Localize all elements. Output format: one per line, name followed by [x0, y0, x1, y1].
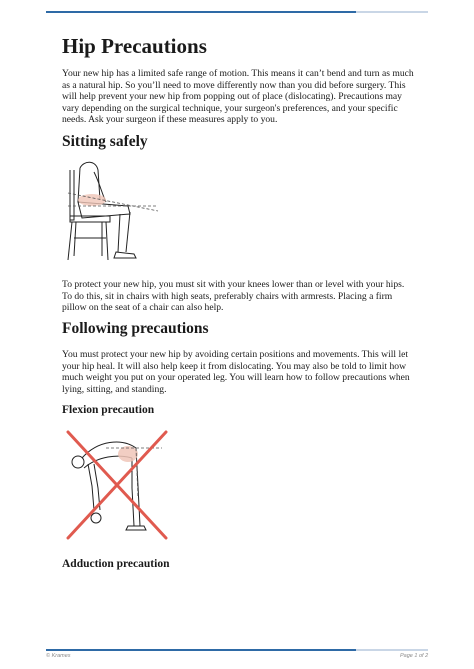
sitting-illustration	[62, 160, 162, 266]
flexion-illustration	[62, 426, 172, 544]
footer-rule	[46, 649, 428, 651]
sitting-paragraph: To protect your new hip, you must sit with your knees lower than or level with your hips. To do this, sit in chairs with high seats, preferably chairs with armrests. Placing a firm pillow on the seat of a chair can also help.	[62, 279, 405, 314]
intro-paragraph: Your new hip has a limited safe range of motion. This means it can’t bend and turn as much as a natural hip. So you’ll need to move differently now than you did before surgery. This will help prevent your new hip from popping out of place (dislocating). Precautions may vary depending on the surgical technique, your surgeon's preferences, and your specific needs. Ask your surgeon if these measures apply to you.	[62, 68, 414, 126]
footer-page-number: Page 1 of 2	[400, 653, 429, 659]
adduction-heading: Adduction precaution	[62, 558, 170, 570]
following-heading: Following precautions	[62, 320, 209, 337]
following-paragraph: You must protect your new hip by avoiding certain positions and movements. This will let your hip heal. It will also help keep it from dislocating. You may also be told to limit how much weight you put on your operated leg. You will learn how to follow precautions when lying, sitting, and standing.	[62, 349, 410, 395]
page-title: Hip Precautions	[62, 34, 207, 58]
header-rule	[46, 11, 428, 13]
footer-copyright: © Krames	[46, 653, 71, 659]
flexion-heading: Flexion precaution	[62, 404, 155, 416]
sitting-heading: Sitting safely	[62, 133, 148, 150]
